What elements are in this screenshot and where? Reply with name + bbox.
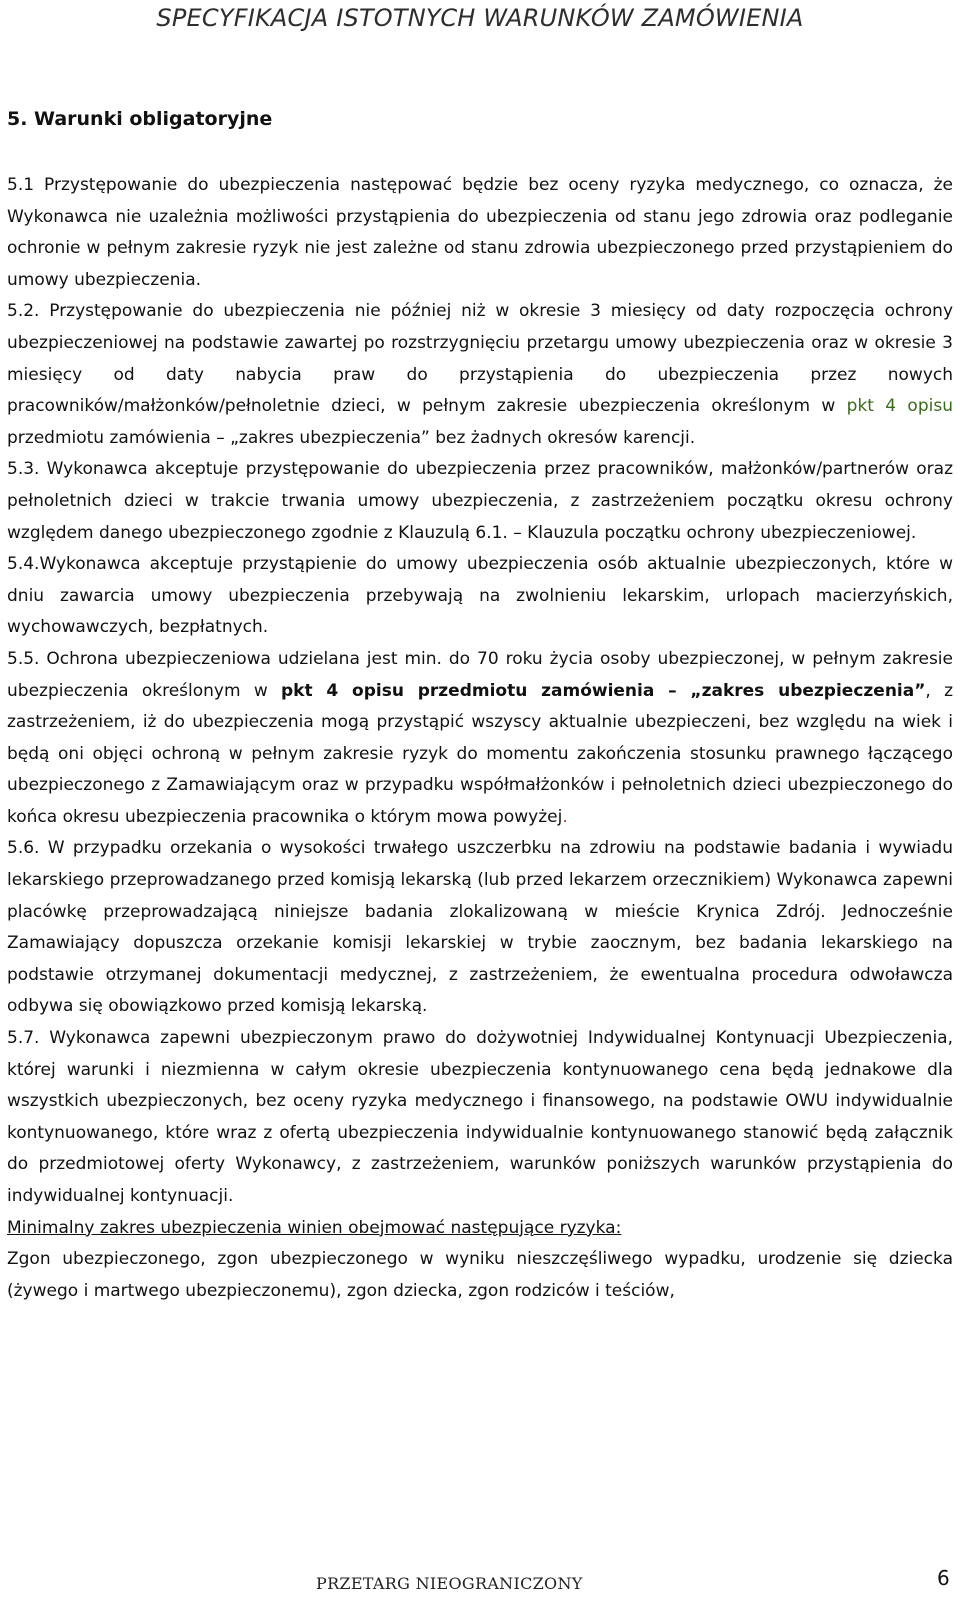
document-header: SPECYFIKACJA ISTOTNYCH WARUNKÓW ZAMÓWIENIA: [156, 4, 804, 32]
footer-label: PRZETARG NIEOGRANICZONY: [316, 1574, 583, 1593]
p52-text-a: 5.2. Przystępowanie do ubezpieczenia nie później niż w okresie 3 miesięcy od daty rozpoczęcia ochrony ubezpieczeniowej na podstawie zawartej po rozstrzygnięciu przetargu umowy ubezpieczenia oraz w okresie 3 miesięcy od daty nabycia praw do przystąpienia do ubezpieczenia przez nowych pracowników/małżonków/pełnoletnie dzieci, w pełnym zakresie ubezpieczenia określonym w: [7, 301, 953, 417]
paragraph-5-4: 5.4.Wykonawca akceptuje przystąpienie do umowy ubezpieczenia osób aktualnie ubezpieczonych, które w dniu zawarcia umowy ubezpieczenia przebywają na zwolnieniu lekarskim, urlopach macierzyńskich, wychowawczych, bezpłatnych.: [7, 554, 953, 638]
paragraph-5-1: 5.1 Przystępowanie do ubezpieczenia następować będzie bez oceny ryzyka medycznego, co oznacza, że Wykonawca nie uzależnia możliwości przystąpienia do ubezpieczenia od stanu jego zdrowia oraz podleganie ochronie w pełnym zakresie ryzyk nie jest zależne od stanu zdrowia ubezpieczonego przed przystąpieniem do umowy ubezpieczenia.: [7, 175, 953, 290]
p55-text-b: , z zastrzeżeniem, iż do ubezpieczenia mogą przystąpić wszyscy aktualnie ubezpieczeni, bez względu na wiek i będą oni objęci ochroną w pełnym zakresie ryzyk do momentu zakończenia stosunku prawnego łączącego ubezpieczonego z Zamawiającym oraz w przypadku współmałżonków i pełnoletnich dzieci ubezpieczonego do końca okresu ubezpieczenia pracownika o którym mowa powyżej: [7, 680, 953, 827]
minimal-scope-heading: Minimalny zakres ubezpieczenia winien obejmować następujące ryzyka:: [7, 1217, 622, 1238]
p52-text-b: przedmiotu zamówienia – „zakres ubezpieczenia” bez żadnych okresów karencji.: [7, 427, 696, 448]
p55-red-dot: .: [562, 806, 568, 827]
paragraph-5-5: [7, 644, 953, 834]
section-title: 5. Warunki obligatoryjne: [7, 108, 273, 130]
paragraph-5-7: 5.7. Wykonawca zapewni ubezpieczonym prawo do dożywotniej Indywidualnej Kontynuacji Ubezpieczenia, której warunki i niezmienna w całym okresie ubezpieczenia kontynuowanego cena będą jednakowe dla wszystkich ubezpieczonych, bez oceny ryzyka medycznego i finansowego, na podstawie OWU indywidualnie kontynuowanego, które wraz z ofertą ubezpieczenia indywidualnie kontynuowanego stanowić będą załącznik do przedmiotowej oferty Wykonawcy, z zastrzeżeniem, warunków poniższych warunków przystąpienia do indywidualnej kontynuacji.: [7, 1028, 953, 1206]
paragraph-5-3: 5.3. Wykonawca akceptuje przystępowanie do ubezpieczenia przez pracowników, małżonków/partnerów oraz pełnoletnich dzieci w trakcie trwania umowy ubezpieczenia, z zastrzeżeniem początku okresu ochrony względem danego ubezpieczonego zgodnie z Klauzulą 6.1. – Klauzula początku ochrony ubezpieczeniowej.: [7, 459, 953, 543]
page-number: 6: [937, 1566, 950, 1590]
paragraph-5-2: [7, 296, 953, 454]
document-body: [7, 170, 953, 1307]
p55-bold-reference: pkt 4 opisu przedmiotu zamówienia – „zakres ubezpieczenia”: [281, 680, 926, 701]
paragraph-5-6: 5.6. W przypadku orzekania o wysokości trwałego uszczerbku na zdrowiu na podstawie badania i wywiadu lekarskiego przeprowadzanego przed komisją lekarską (lub przed lekarzem orzecznikiem) Wykonawca zapewni placówkę przeprowadzającą niniejsze badania zlokalizowaną w mieście Krynica Zdrój. Jednocześnie Zamawiający dopuszcza orzekanie komisji lekarskiej w trybie zaocznym, bez badania lekarskiego na podstawie otrzymanej dokumentacji medycznej, z zastrzeżeniem, że ewentualna procedura odwoławcza odbywa się obowiązkowo przed komisją lekarską.: [7, 838, 953, 1017]
p55-text-a: 5.5. Ochrona ubezpieczeniowa udzielana jest min. do 70 roku życia osoby ubezpieczonej, w pełnym zakresie ubezpieczenia określonym w: [7, 648, 953, 701]
pkt4-reference: pkt 4 opisu: [846, 396, 953, 417]
risks-list: Zgon ubezpieczonego, zgon ubezpieczonego w wyniku nieszczęśliwego wypadku, urodzenie się dziecka (żywego i martwego ubezpieczonemu), zgon dziecka, zgon rodziców i teściów,: [7, 1249, 953, 1301]
